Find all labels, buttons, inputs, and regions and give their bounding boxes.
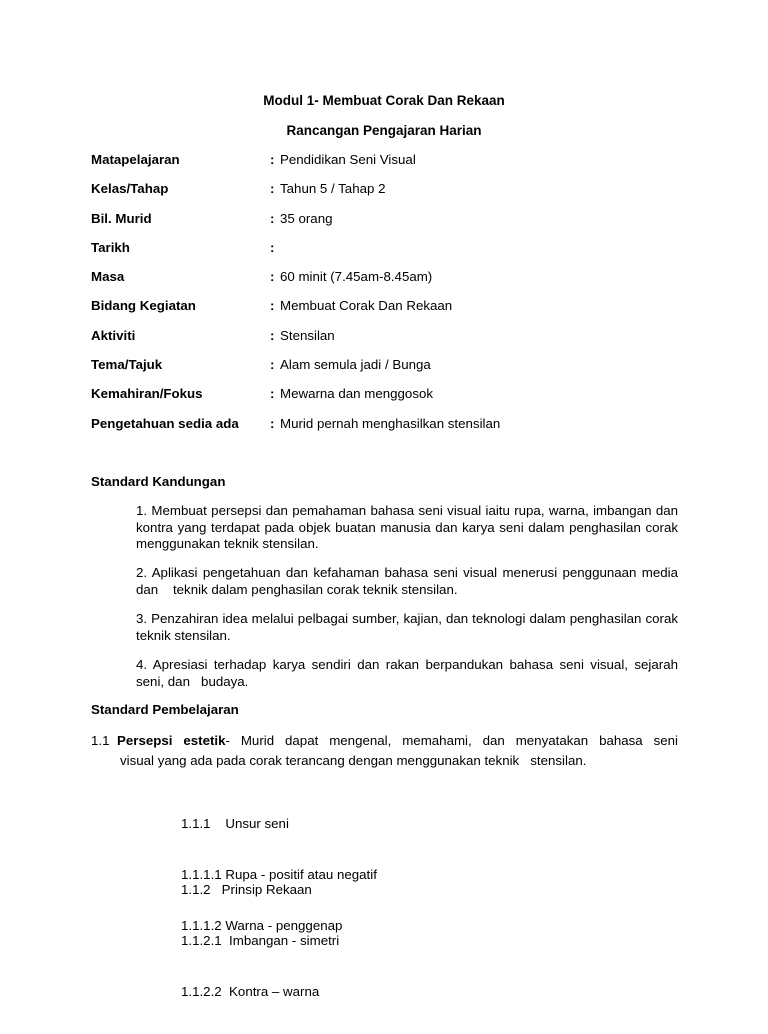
info-colon: :	[270, 357, 275, 373]
info-value: Tahun 5 / Tahap 2	[280, 181, 386, 197]
list-item: 1.1.2.2 Kontra – warna	[181, 984, 320, 999]
info-row-masa	[91, 268, 711, 297]
document-subtitle: Rancangan Pengajaran Harian	[286, 123, 482, 138]
info-colon: :	[270, 152, 275, 167]
standard-pembelajaran-line-1-text: - Murid dapat mengenal, memahami, dan menyatakan bahasa seni	[225, 733, 679, 748]
info-label: Bidang Kegiatan	[91, 298, 196, 314]
info-colon: :	[270, 239, 275, 255]
info-label: Aktiviti	[91, 327, 136, 343]
info-colon: :	[270, 181, 275, 197]
info-row-matapelajaran	[91, 151, 711, 180]
info-label: Matapelajaran	[91, 152, 180, 167]
info-label: Bil. Murid	[91, 210, 152, 226]
standard-kandungan-heading: Standard Kandungan	[91, 474, 226, 489]
list-item: 1.1.2.1 Imbangan - simetri	[181, 933, 340, 948]
standard-kandungan-item: 4. Apresiasi terhadap karya sendiri dan rakan berpandukan bahasa seni visual, sejarah seni, dan budaya.	[136, 657, 682, 689]
info-colon: :	[270, 386, 275, 402]
info-colon: :	[270, 269, 275, 285]
prinsip-rekaan-list	[181, 847, 339, 1034]
standard-pembelajaran-heading: Standard Pembelajaran	[91, 702, 239, 717]
info-label: Kemahiran/Fokus	[91, 386, 203, 402]
info-colon: :	[270, 298, 275, 314]
info-row-kelas-tahap	[91, 180, 711, 209]
info-value: Murid pernah menghasilkan stensilan	[280, 415, 501, 431]
info-row-bidang-kegiatan	[91, 297, 711, 326]
standard-pembelajaran-line-2: visual yang ada pada corak terancang dengan menggunakan teknik stensilan.	[120, 753, 587, 768]
info-value: Pendidikan Seni Visual	[280, 152, 416, 167]
info-row-pengetahuan-sedia-ada	[91, 415, 711, 444]
info-value: Mewarna dan menggosok	[280, 386, 434, 402]
info-row-tarikh	[91, 239, 711, 268]
info-value: Membuat Corak Dan Rekaan	[280, 298, 453, 314]
info-row-aktiviti	[91, 327, 711, 356]
standard-pembelajaran-line-1	[91, 731, 678, 751]
info-value: Alam semula jadi / Bunga	[280, 357, 431, 373]
info-label: Masa	[91, 269, 125, 285]
standard-kandungan-item: 1. Membuat persepsi dan pemahaman bahasa seni visual iaitu rupa, warna, imbangan dan kontra yang terdapat pada objek buatan manusia dan karya seni dalam penghasilan corak menggunakan teknik stensilan.	[136, 503, 678, 552]
info-value: Stensilan	[280, 327, 335, 343]
info-row-tema-tajuk	[91, 356, 711, 385]
document-title: Modul 1- Membuat Corak Dan Rekaan	[263, 93, 505, 108]
info-label: Kelas/Tahap	[91, 181, 169, 197]
list-item: 1.1.1.2 Warna - penggenap	[181, 918, 343, 933]
info-label: Tema/Tajuk	[91, 357, 163, 373]
standard-kandungan-item: 3. Penzahiran idea melalui pelbagai sumber, kajian, dan teknologi dalam penghasilan corak teknik stensilan.	[136, 611, 678, 643]
info-row-bil-murid	[91, 210, 711, 239]
list-item: 1.1.1 Unsur seni	[181, 816, 289, 831]
info-colon: :	[270, 327, 275, 343]
info-row-kemahiran-fokus	[91, 385, 711, 414]
info-colon: :	[270, 210, 275, 226]
standard-pembelajaran-paragraph	[91, 731, 678, 771]
info-value: 60 minit (7.45am-8.45am)	[280, 269, 433, 285]
list-item: 1.1.2 Prinsip Rekaan	[181, 882, 312, 897]
info-colon: :	[270, 415, 275, 431]
info-value: 35 orang	[280, 210, 333, 226]
section-number: 1.1	[91, 733, 110, 748]
standard-kandungan-item: 2. Aplikasi pengetahuan dan kefahaman bahasa seni visual menerusi penggunaan media dan teknik dalam penghasilan corak teknik stensilan.	[136, 565, 682, 597]
info-label: Tarikh	[91, 239, 130, 255]
lesson-info-table	[91, 151, 711, 444]
list-item: 1.1.1.1 Rupa - positif atau negatif	[181, 867, 377, 882]
persepsi-estetik-term: Persepsi estetik	[117, 733, 226, 748]
info-label: Pengetahuan sedia ada	[91, 415, 239, 431]
